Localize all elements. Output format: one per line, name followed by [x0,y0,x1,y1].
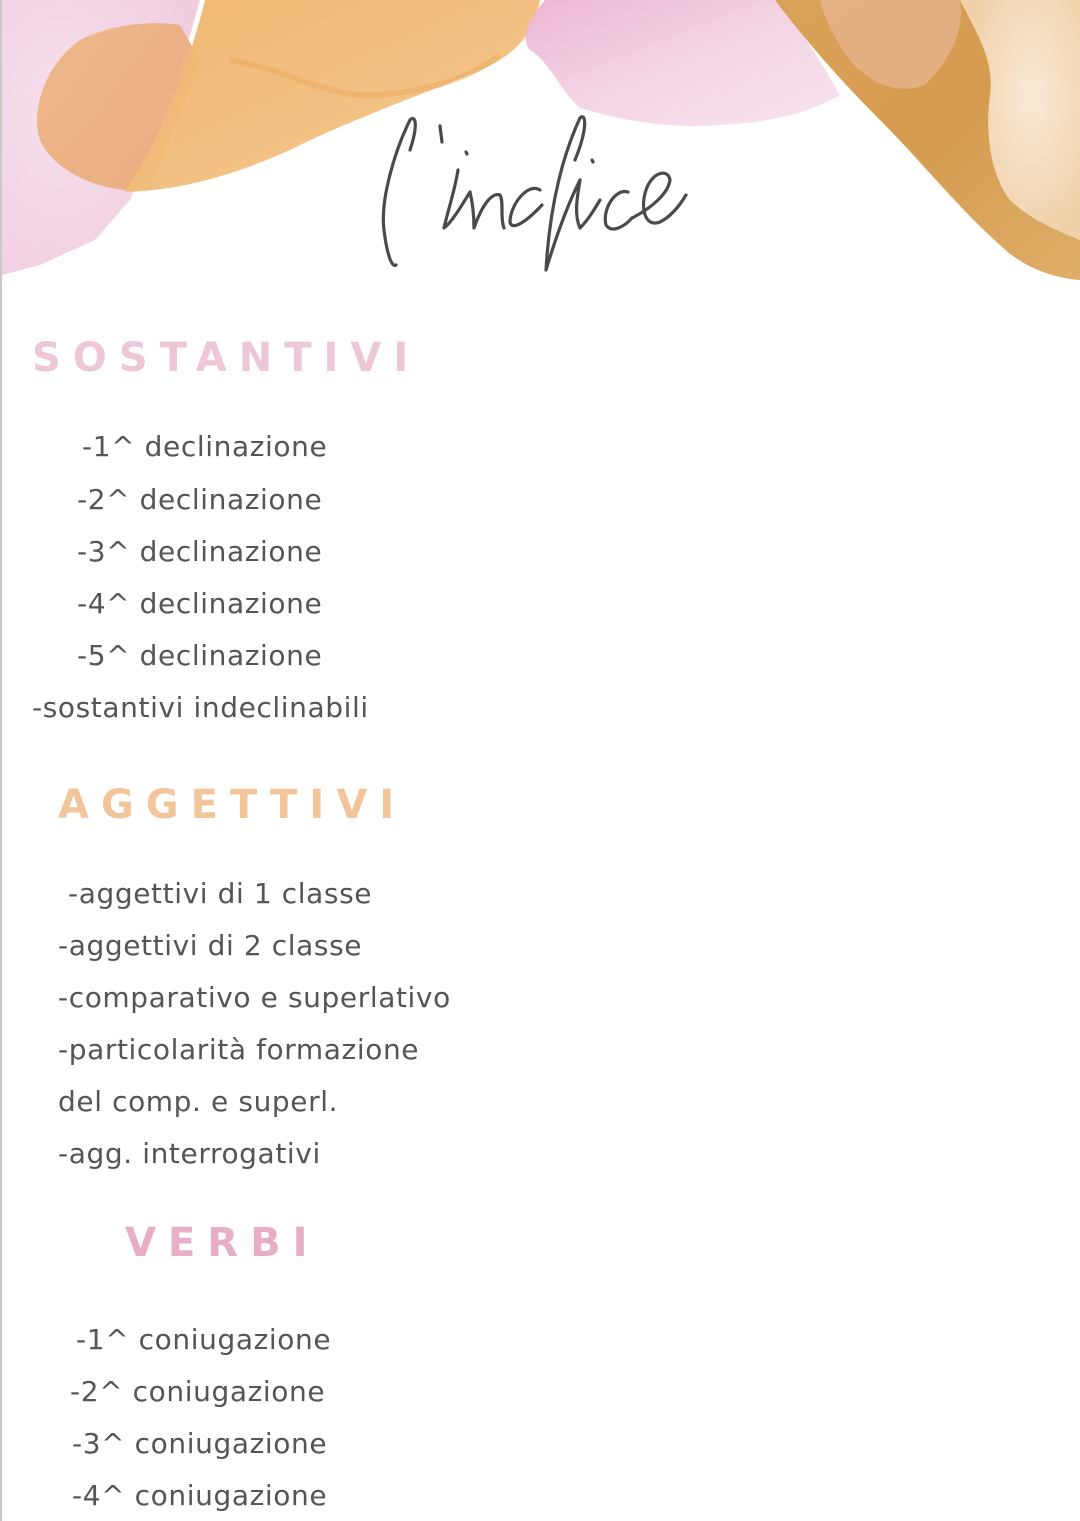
index-item: -1^ coniugazione [76,1323,332,1356]
index-item: -aggettivi di 1 classe [68,877,373,910]
index-item: -1^ declinazione [82,430,328,463]
index-item: -4^ declinazione [77,587,323,620]
index-item: -comparativo e superlativo [58,981,451,1014]
page-left-edge [0,0,2,1521]
index-item: -4^ coniugazione [72,1479,328,1512]
section-heading-verbi: VERBI [125,1220,320,1266]
index-item: -aggettivi di 2 classe [58,929,363,962]
index-item: del comp. e superl. [58,1085,339,1118]
index-item: -5^ declinazione [77,639,323,672]
index-item: -particolarità formazione [58,1033,420,1066]
page-title [370,110,700,280]
page-title-text [370,110,700,280]
index-item: -3^ coniugazione [72,1427,328,1460]
index-item: -2^ coniugazione [70,1375,326,1408]
index-item: -sostantivi indeclinabili [32,691,369,724]
index-item: -agg. interrogativi [58,1137,321,1170]
section-heading-aggettivi: AGGETTIVI [58,782,407,828]
index-item: -2^ declinazione [77,483,323,516]
section-heading-sostantivi: SOSTANTIVI [32,335,421,381]
index-item: -3^ declinazione [77,535,323,568]
